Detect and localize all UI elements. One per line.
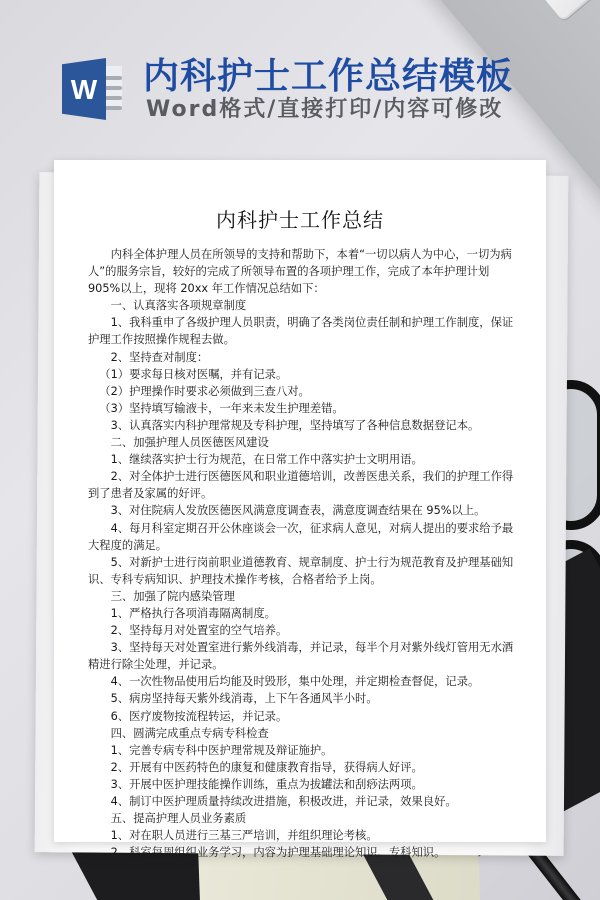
word-icon xyxy=(56,46,136,126)
section-heading: 一、认真落实各项规章制度 xyxy=(110,299,247,313)
banner-subtitle: Word格式/直接打印/内容可修改 xyxy=(146,97,504,122)
section-item: 2、对全体护士进行医德医风和职业道德培训，改善医患关系，我们的护理工作得到了患者及家属的好评。 xyxy=(88,470,514,501)
section-heading: 二、加强护理人员医德医风建设 xyxy=(110,436,269,450)
section-item: 5、对新护士进行岗前职业道德教育、规章制度、护士行为规范教育及护理基础知识、专科专病知识、护理技术操作考核，合格者给予上岗。 xyxy=(88,555,514,586)
section-item: 1、严格执行各项消毒隔离制度。 xyxy=(110,606,276,620)
document-body xyxy=(88,246,518,861)
section-item: 4、一次性物品使用后均能及时毁形，集中处理，并定期检查督促，记录。 xyxy=(110,675,480,689)
section-item: 1、完善专病专科中医护理常规及辩证施护。 xyxy=(110,743,333,757)
section-item: 4、制订中医护理质量持续改进措施，积极改进，并记录，效果良好。 xyxy=(110,795,457,808)
section-subitem: （2）护理操作时要求必须做到三查八对。 xyxy=(99,384,310,398)
section-subitem: （3）坚持填写输液卡，一年来未发生护理差错。 xyxy=(99,401,344,415)
section-item: 2、坚持查对制度： xyxy=(110,350,209,364)
section-item: 2、开展有中医药特色的康复和健康教育指导，获得病人好评。 xyxy=(110,760,423,774)
banner-title: 内科护士工作总结模板 xyxy=(143,56,514,97)
section-item: 4、每月科室定期召开公休座谈会一次，征求病人意见，对病人提出的要求给予最大程度的满足。 xyxy=(88,521,514,552)
section-item: 1、继续落实护士行为规范，在日常工作中落实护士文明用语。 xyxy=(110,453,423,467)
section-item: 3、开展中医护理技能操作训练，重点为拔罐法和刮痧法两项。 xyxy=(110,777,423,791)
section-item: 5、病房坚持每天紫外线消毒，上下午各通风半小时。 xyxy=(110,692,378,706)
section-item: 6、医疗废物按流程转运，并记录。 xyxy=(110,709,288,723)
document-title: 内科护士工作总结 xyxy=(216,208,384,232)
word-icon-letter: W xyxy=(70,74,98,105)
section-item: 3、对住院病人发放医德医风满意度调查表，满意度调查结果在 95%以上。 xyxy=(110,504,486,518)
section-item: 1、对在职人员进行三基三严培训，并组织理论考核。 xyxy=(110,829,378,843)
section-item: 2、科室每周组织业务学习，内容为护理基础理论知识、专科知识。 xyxy=(110,846,446,860)
section-heading: 三、加强了院内感染管理 xyxy=(110,589,235,603)
section-heading: 五、提高护理人员业务素质 xyxy=(110,812,247,826)
section-item: 3、认真落实内科护理常规及专科护理，坚持填写了各种信息数据登记本。 xyxy=(110,418,480,432)
section-item: 1、我科重申了各级护理人员职责，明确了各类岗位责任制和护理工作制度，保证护理工作按照操作规程去做。 xyxy=(88,316,514,347)
section-item: 2、坚持每月对处置室的空气培养。 xyxy=(110,624,288,638)
intro-paragraph: 内科全体护理人员在所领导的支持和帮助下，本着“一切以病人为中心，一切为病人”的服务宗旨，较好的完成了所领导布置的各项护理工作，完成了本年护理计划 905%以上，现将 20xx 年工作情况总结如下： xyxy=(88,248,512,296)
section-subitem: （1）要求每日核对医嘱，并有记录。 xyxy=(99,367,288,381)
keyboard-key xyxy=(530,0,600,22)
section-item: 3、坚持每天对处置室进行紫外线消毒，并记录，每半个月对紫外线灯管用无水酒精进行除尘处理，并记录。 xyxy=(88,641,514,672)
section-heading: 四、圆满完成重点专病专科检查 xyxy=(110,726,269,740)
document-page xyxy=(54,160,546,860)
